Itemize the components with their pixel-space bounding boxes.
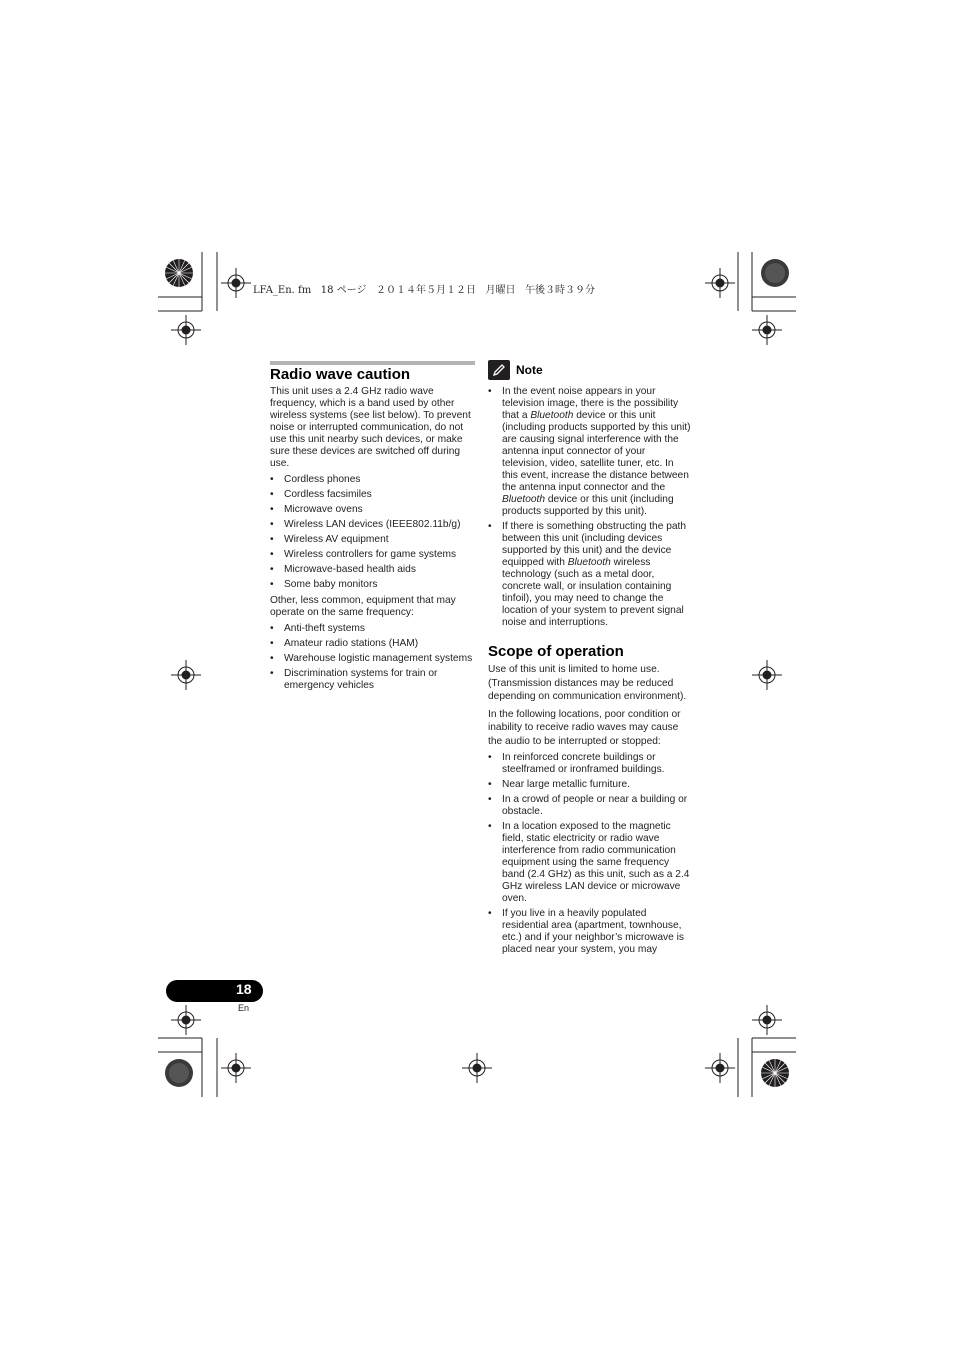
starburst-icon — [164, 1058, 194, 1093]
registration-mark-icon — [171, 660, 201, 695]
registration-mark-icon — [221, 268, 251, 303]
list-item: • Warehouse logistic management systems — [270, 653, 475, 665]
other-paragraph: Other, less common, equipment that may operate on the same frequency: — [270, 595, 456, 618]
list-item: • If you live in a heavily populated residential area (apartment, townhouse, etc.) and if your neighbor’s microwave is placed near your system, you may — [488, 908, 692, 956]
list-item: • Microwave ovens — [270, 504, 475, 516]
pencil-icon — [488, 360, 510, 380]
registration-mark-icon — [705, 268, 735, 303]
section-rule — [270, 361, 475, 365]
starburst-icon — [760, 1058, 790, 1093]
list-item: • Discrimination systems for train or emergency vehicles — [270, 668, 475, 692]
list-item: • Cordless phones — [270, 474, 475, 486]
registration-mark-icon — [752, 1005, 782, 1040]
list-item: • Amateur radio stations (HAM) — [270, 638, 475, 650]
scope-list — [488, 752, 692, 956]
list-item: • Wireless controllers for game systems — [270, 549, 475, 561]
scope-paragraph-2: In the following locations, poor condition or inability to receive radio waves may cause the audio to be interrupted or stopped: — [488, 708, 681, 747]
registration-mark-icon — [171, 315, 201, 350]
page-language: En — [238, 1003, 250, 1013]
list-item: • Anti-theft systems — [270, 623, 475, 635]
scope-paragraph-1: Use of this unit is limited to home use. (Transmission distances may be reduced depending on communication environment). — [488, 664, 687, 702]
note-title: Note — [516, 363, 543, 377]
note-item: • If there is something obstructing the path between this unit (including devices supported by this unit) and the device equipped with Bluetooth wireless technology (such as a metal door, concrete wall, or insulation containing tinfoil), you may need to change the location of your system to prevent signal noise and interruptions. — [488, 521, 692, 629]
list-item: • In a crowd of people or near a building or obstacle. — [488, 794, 692, 818]
registration-mark-icon — [705, 1053, 735, 1088]
registration-mark-icon — [221, 1053, 251, 1088]
registration-mark-icon — [752, 660, 782, 695]
note-list — [488, 386, 692, 629]
registration-mark-icon — [171, 1005, 201, 1040]
scope-heading: Scope of operation — [488, 643, 624, 660]
intro-paragraph: This unit uses a 2.4 GHz radio wave frequency, which is a band used by other wireless systems (see list below). To prevent noise or interrupted communication, do not use this unit nearby such devices, or make sure these devices are switched off during use. — [270, 386, 471, 469]
note-item: • In the event noise appears in your television image, there is the possibility that a Bluetooth device or this unit (including products supported by this unit) are causing signal interference with the antenna input connector of your television, video, satellite tuner, etc. In this event, increase the distance between the antenna input connector and the Bluetooth device or this unit (including products supported by this unit). — [488, 386, 692, 518]
registration-mark-icon — [462, 1053, 492, 1088]
list-item: • In a location exposed to the magnetic field, static electricity or radio wave interference from radio communication equipment using the same frequency band (2.4 GHz) as this unit, such as a 2.4 GHz wireless LAN device or microwave oven. — [488, 821, 692, 905]
list-item: • Microwave-based health aids — [270, 564, 475, 576]
list-item: • Wireless AV equipment — [270, 534, 475, 546]
starburst-icon — [164, 258, 194, 293]
device-list — [270, 474, 475, 591]
list-item: • Wireless LAN devices (IEEE802.11b/g) — [270, 519, 475, 531]
other-device-list — [270, 623, 475, 692]
right-column — [488, 360, 692, 960]
starburst-icon — [760, 258, 790, 293]
registration-mark-icon — [752, 315, 782, 350]
print-header: LFA_En. fm 18 ページ ２０１４年５月１２日 月曜日 午後３時３９分 — [253, 285, 596, 296]
list-item: • In reinforced concrete buildings or steelframed or ironframed buildings. — [488, 752, 692, 776]
page-number: 18 — [236, 981, 252, 997]
radio-wave-heading: Radio wave caution — [270, 366, 411, 383]
note-header — [488, 360, 692, 380]
left-column — [270, 366, 475, 696]
list-item: • Near large metallic furniture. — [488, 779, 692, 791]
list-item: • Cordless facsimiles — [270, 489, 475, 501]
list-item: • Some baby monitors — [270, 579, 475, 591]
